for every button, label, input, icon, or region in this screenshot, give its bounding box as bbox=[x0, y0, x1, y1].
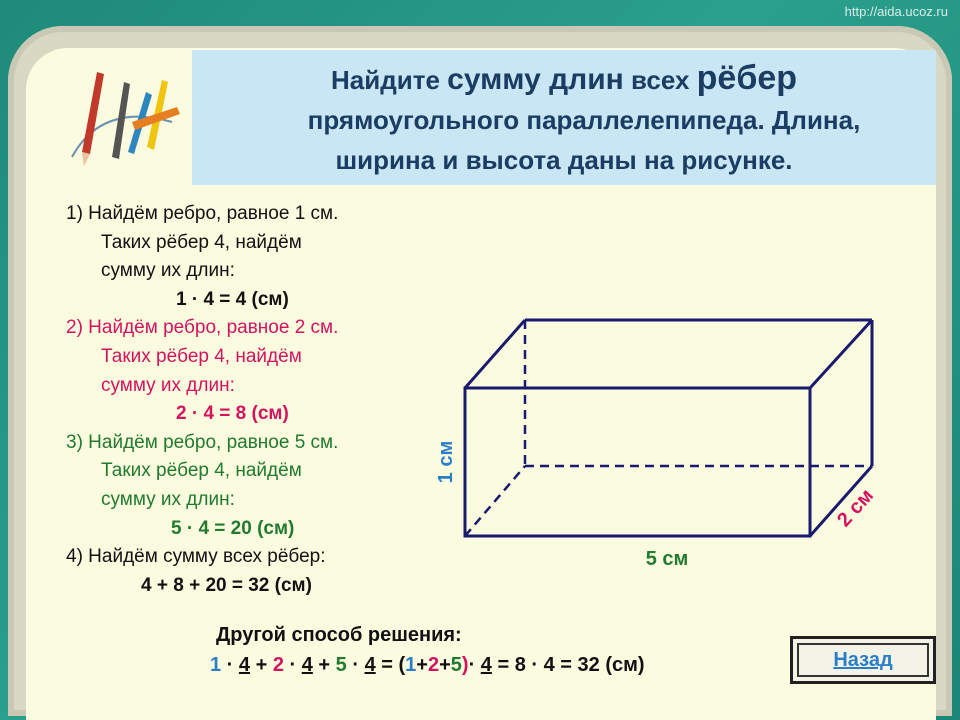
edge bbox=[810, 320, 872, 388]
step-4-heading: 4) Найдём сумму всех рёбер: bbox=[66, 546, 326, 568]
eq-op: · bbox=[221, 654, 239, 676]
edge bbox=[465, 320, 525, 388]
eq-term: 2 bbox=[272, 654, 284, 676]
step-2-text: Таких рёбер 4, найдём bbox=[101, 345, 302, 367]
step-3-heading: 3) Найдём ребро, равное 5 см. bbox=[66, 431, 339, 453]
back-button-label[interactable]: Назад bbox=[797, 643, 929, 677]
eq-term: 5 bbox=[335, 654, 347, 676]
page-title: Найдите сумму длин всех рёбер прямоугольного параллелепипеда. Длина, ширина и высота даны на рисунке. bbox=[307, 59, 861, 175]
step-3-calculation: 5 · 4 = 20 (см) bbox=[171, 517, 295, 539]
length-label: 5 см bbox=[645, 548, 689, 570]
watermark: http://aida.ucoz.ru bbox=[844, 4, 948, 19]
eq-op: · bbox=[468, 654, 481, 676]
alternative-solution-equation bbox=[210, 654, 645, 677]
eq-result: = 8 · 4 = 32 (см) bbox=[491, 654, 645, 676]
step-4-calculation: 4 + 8 + 20 = 32 (см) bbox=[141, 574, 312, 596]
height-label: 1 см bbox=[435, 440, 457, 484]
step-2-calculation: 2 · 4 = 8 (см) bbox=[176, 403, 289, 425]
width-label: 2 см bbox=[833, 484, 878, 532]
eq-term: 1 bbox=[210, 654, 222, 676]
front-face bbox=[465, 388, 810, 536]
eq-term: 4 bbox=[301, 654, 313, 676]
eq-term: 4 bbox=[238, 654, 251, 676]
step-2-heading: 2) Найдём ребро, равное 2 см. bbox=[66, 317, 339, 339]
step-3-text: Таких рёбер 4, найдём bbox=[101, 460, 302, 482]
eq-term: 1 bbox=[405, 654, 417, 676]
step-1-calculation: 1 · 4 = 4 (см) bbox=[176, 288, 289, 310]
eq-op: + bbox=[250, 654, 273, 676]
eq-term: 5 bbox=[450, 654, 462, 676]
eq-term: 2 bbox=[427, 654, 440, 676]
step-3-text: сумму их длин: bbox=[101, 488, 235, 510]
hidden-edge bbox=[465, 466, 525, 536]
step-1-text: Таких рёбер 4, найдём bbox=[101, 231, 302, 253]
step-1-heading: 1) Найдём ребро, равное 1 см. bbox=[66, 203, 339, 224]
eq-op: ) bbox=[461, 654, 469, 676]
eq-term: 4 bbox=[364, 654, 376, 676]
step-1-text: сумму их длин: bbox=[101, 260, 235, 282]
eq-op: · bbox=[346, 654, 365, 676]
alternative-solution-heading: Другой способ решения: bbox=[216, 624, 462, 646]
eq-op: · bbox=[283, 654, 302, 676]
eq-op: + bbox=[439, 654, 451, 676]
eq-op: = ( bbox=[375, 654, 406, 676]
step-2-text: сумму их длин: bbox=[101, 374, 235, 396]
back-button[interactable] bbox=[790, 636, 936, 684]
eq-op: + bbox=[416, 654, 428, 676]
eq-term: 4 bbox=[480, 654, 492, 676]
eq-op: + bbox=[312, 654, 336, 676]
